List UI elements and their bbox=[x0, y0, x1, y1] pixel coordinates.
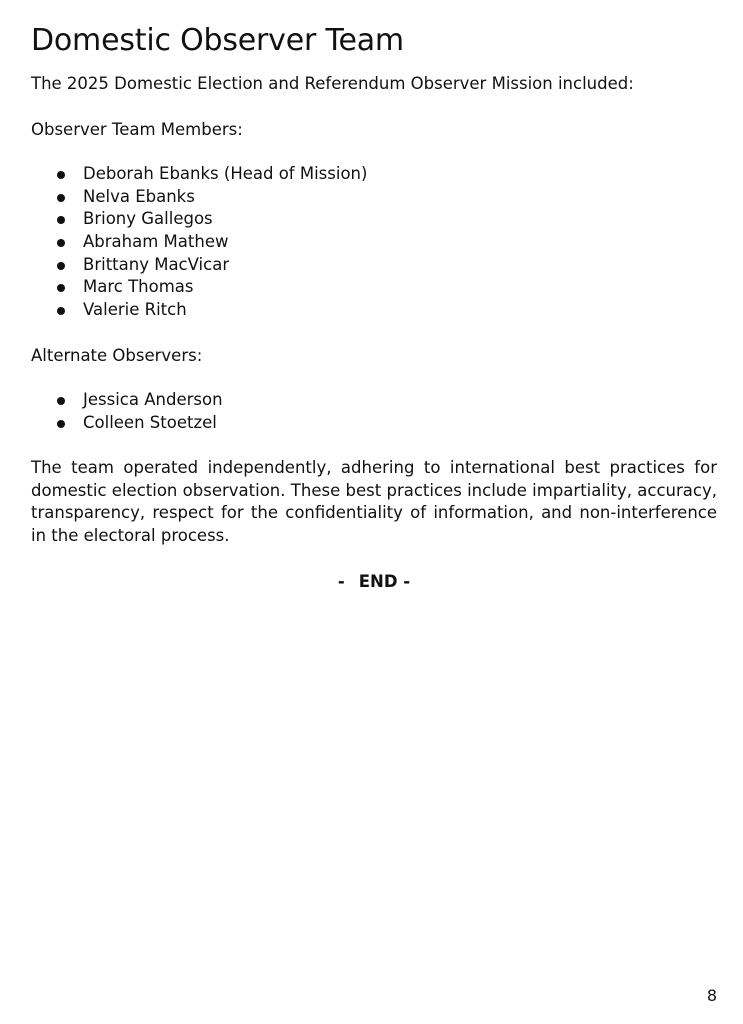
member-name: Brittany MacVicar bbox=[83, 254, 230, 274]
end-dash: - bbox=[337, 572, 345, 591]
list-item bbox=[31, 254, 717, 277]
list-item bbox=[31, 276, 717, 299]
list-item bbox=[31, 186, 717, 209]
bullet-icon bbox=[57, 397, 65, 405]
member-name: Nelva Ebanks bbox=[83, 186, 195, 206]
list-item bbox=[31, 208, 717, 231]
intro-paragraph: The 2025 Domestic Election and Referendum Observer Mission included: bbox=[31, 74, 634, 93]
bullet-icon bbox=[57, 216, 65, 224]
bullet-icon bbox=[57, 239, 65, 247]
alternates-label: Alternate Observers: bbox=[31, 346, 203, 365]
list-item bbox=[31, 412, 717, 435]
member-name: Briony Gallegos bbox=[83, 209, 213, 229]
list-item bbox=[31, 389, 717, 412]
bullet-icon bbox=[57, 420, 65, 428]
bullet-icon bbox=[57, 262, 65, 270]
end-marker bbox=[31, 570, 717, 593]
alternates-list bbox=[31, 389, 717, 434]
alternate-name: Jessica Anderson bbox=[83, 390, 223, 409]
bullet-icon bbox=[57, 307, 65, 315]
member-name: Deborah Ebanks (Head of Mission) bbox=[83, 164, 368, 183]
list-item bbox=[31, 299, 717, 322]
page-title: Domestic Observer Team bbox=[31, 23, 404, 58]
page-number: 8 bbox=[706, 986, 717, 1005]
members-list bbox=[31, 163, 717, 322]
alternate-name: Colleen Stoetzel bbox=[83, 412, 217, 432]
end-text: END - bbox=[358, 572, 411, 591]
member-name: Abraham Mathew bbox=[83, 232, 229, 252]
closing-paragraph: The team operated independently, adhering to international best practices for domestic election observation. These best practices include impartiality, accuracy, transparency, respect for the confidentiality of information, and non-interference in the electoral process. bbox=[31, 458, 717, 546]
member-name: Marc Thomas bbox=[83, 277, 194, 297]
list-item bbox=[31, 163, 717, 186]
bullet-icon bbox=[57, 194, 65, 202]
members-label: Observer Team Members: bbox=[31, 120, 243, 139]
bullet-icon bbox=[57, 284, 65, 292]
member-name: Valerie Ritch bbox=[83, 300, 187, 320]
bullet-icon bbox=[57, 171, 65, 179]
list-item bbox=[31, 231, 717, 254]
